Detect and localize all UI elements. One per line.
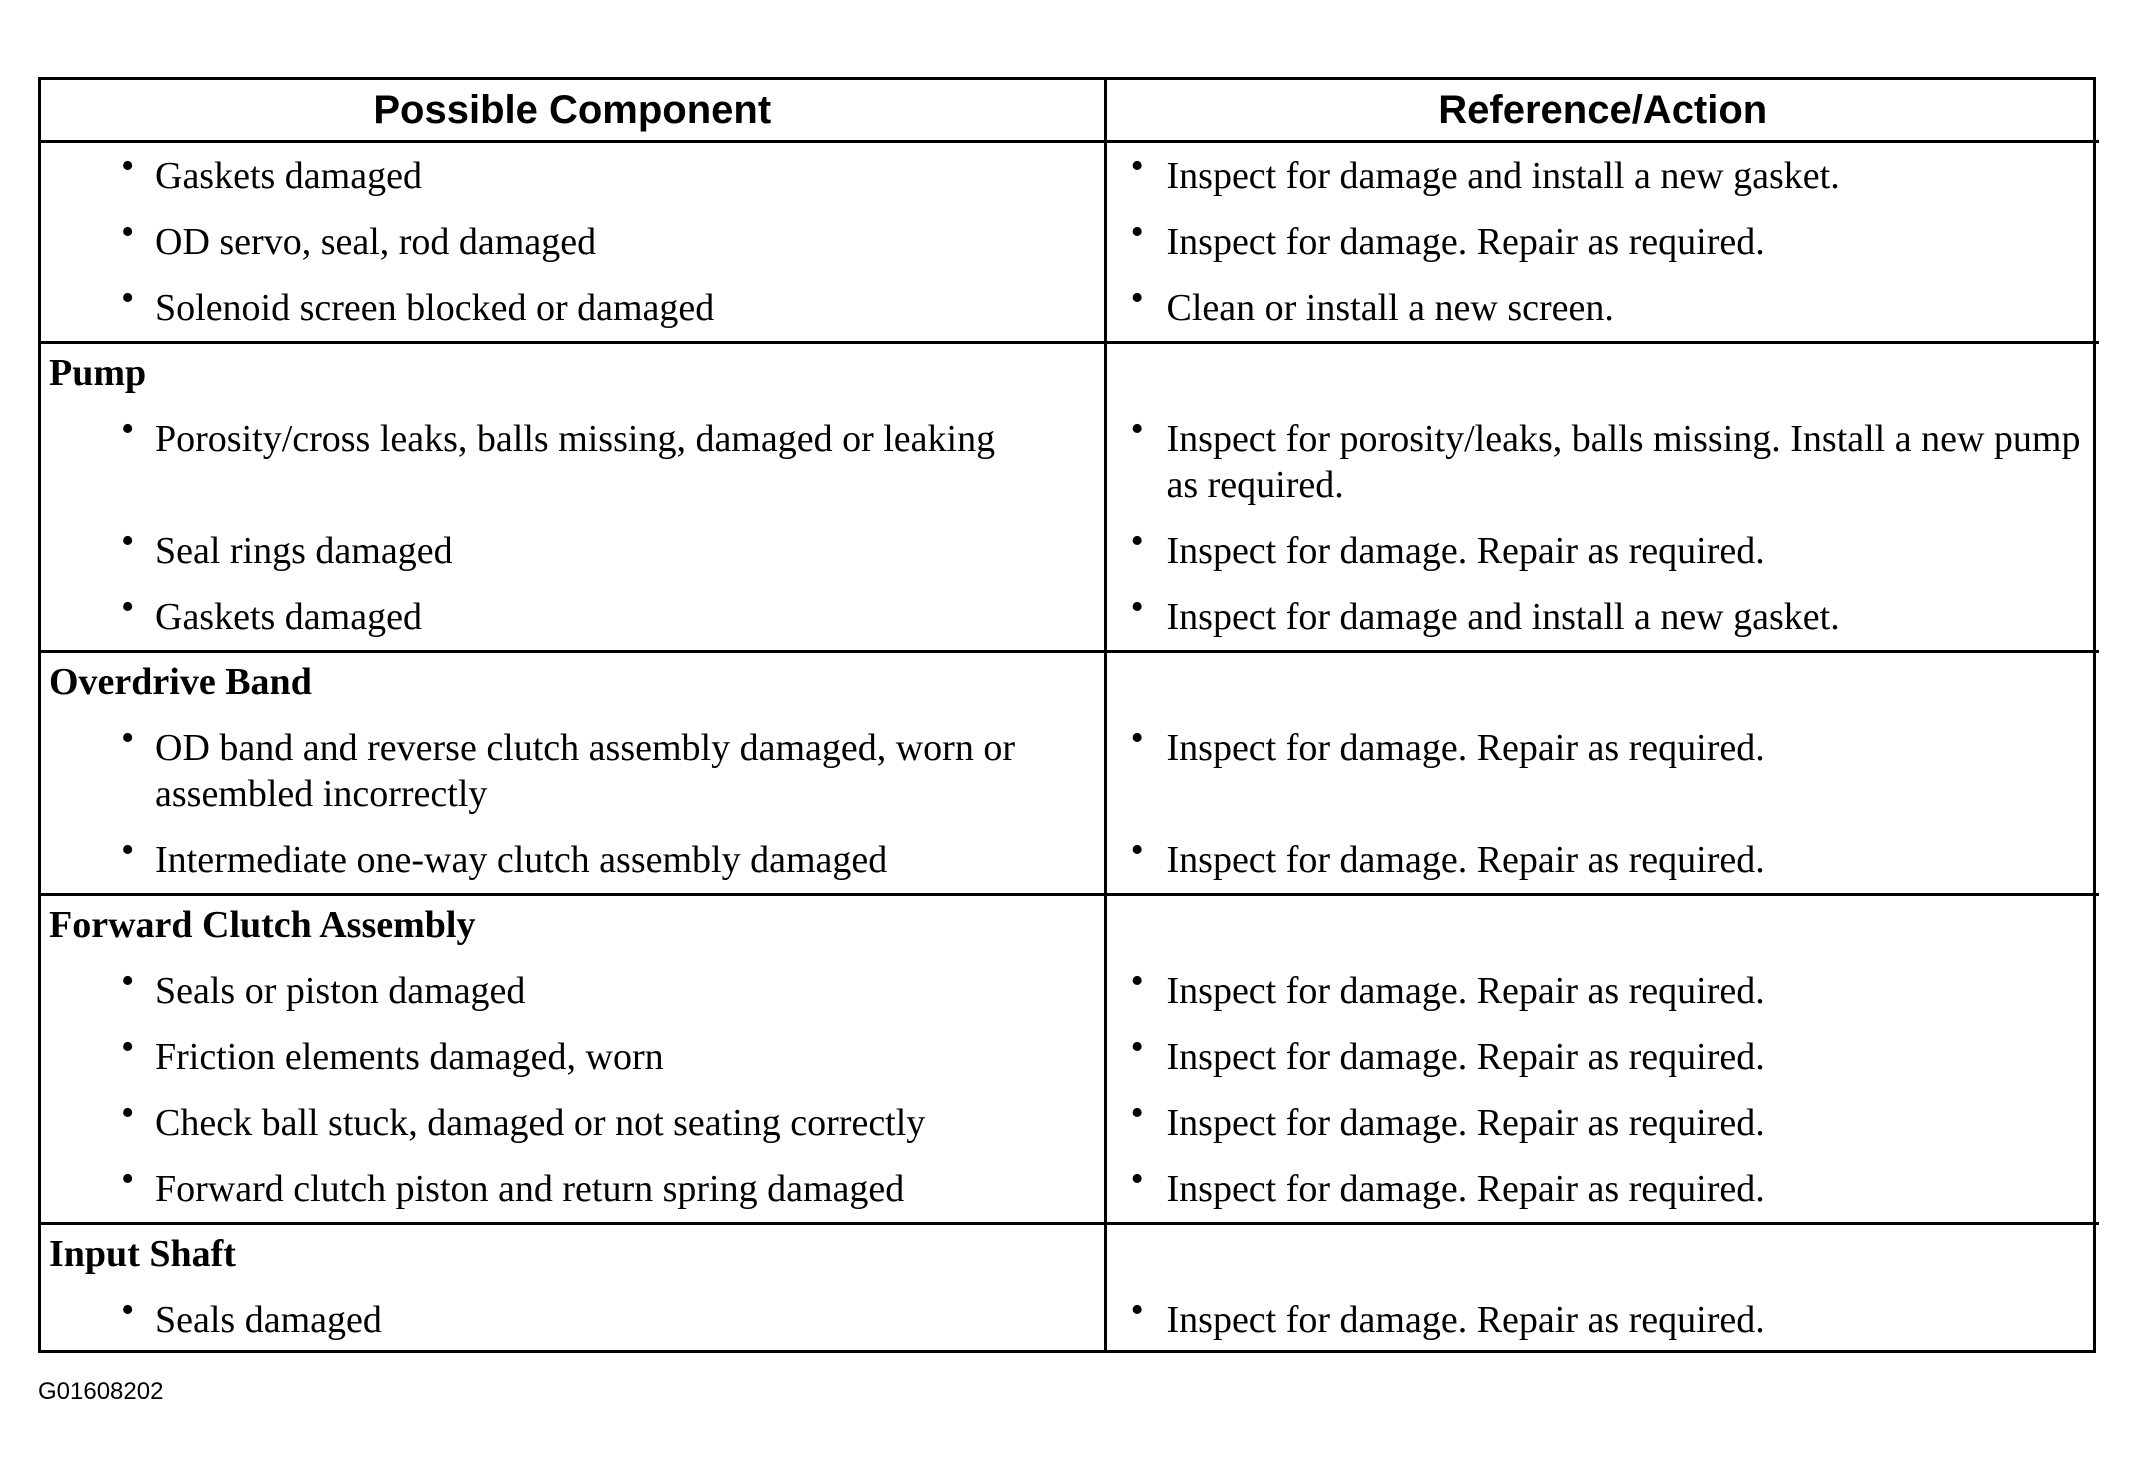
group-title-cell bbox=[41, 652, 1105, 716]
action-list bbox=[1107, 209, 2100, 275]
action-cell bbox=[1105, 958, 2099, 1024]
component-list bbox=[41, 1090, 1104, 1156]
group-title-empty-cell bbox=[1105, 343, 2099, 407]
action-item bbox=[1107, 1090, 2100, 1156]
component-item bbox=[41, 715, 1104, 827]
action-text: Inspect for damage. Repair as required. bbox=[1166, 727, 1765, 769]
bullet-icon: • bbox=[121, 277, 135, 319]
action-list bbox=[1107, 715, 2100, 781]
group-title-empty-cell bbox=[1105, 1224, 2099, 1288]
action-item bbox=[1107, 518, 2100, 584]
action-text: Inspect for porosity/leaks, balls missing. Install a new pump as required. bbox=[1166, 418, 2081, 506]
component-text: OD band and reverse clutch assembly damaged, worn or assembled incorrectly bbox=[155, 727, 1015, 815]
component-text: Gaskets damaged bbox=[155, 155, 422, 197]
action-text: Inspect for damage. Repair as required. bbox=[1166, 1299, 1765, 1341]
table-row bbox=[41, 209, 2099, 275]
action-list bbox=[1107, 958, 2100, 1024]
component-list bbox=[41, 209, 1104, 275]
action-list bbox=[1107, 584, 2100, 650]
component-cell bbox=[41, 518, 1105, 584]
group-title: Pump bbox=[49, 352, 147, 394]
group-title-row bbox=[41, 895, 2099, 959]
action-cell bbox=[1105, 275, 2099, 343]
action-item bbox=[1107, 143, 2100, 209]
component-cell bbox=[41, 1156, 1105, 1224]
bullet-icon: • bbox=[1130, 1289, 1144, 1331]
table-row bbox=[41, 958, 2099, 1024]
action-cell bbox=[1105, 1156, 2099, 1224]
action-item bbox=[1107, 827, 2100, 893]
bullet-icon: • bbox=[121, 520, 135, 562]
component-cell bbox=[41, 827, 1105, 895]
bullet-icon: • bbox=[1130, 1092, 1144, 1134]
table-row bbox=[41, 1156, 2099, 1224]
component-list bbox=[41, 827, 1104, 893]
table-row bbox=[41, 1287, 2099, 1353]
component-cell bbox=[41, 1024, 1105, 1090]
bullet-icon: • bbox=[1130, 960, 1144, 1002]
group-title-cell bbox=[41, 895, 1105, 959]
component-cell bbox=[41, 275, 1105, 343]
component-item bbox=[41, 827, 1104, 893]
component-list bbox=[41, 584, 1104, 650]
group-title-cell bbox=[41, 1224, 1105, 1288]
component-cell bbox=[41, 715, 1105, 827]
component-item bbox=[41, 143, 1104, 209]
component-list bbox=[41, 143, 1104, 209]
bullet-icon: • bbox=[121, 1158, 135, 1200]
bullet-icon: • bbox=[1130, 829, 1144, 871]
component-text: Seals damaged bbox=[155, 1299, 382, 1341]
action-text: Inspect for damage. Repair as required. bbox=[1166, 221, 1765, 263]
bullet-icon: • bbox=[1130, 211, 1144, 253]
group-title-cell bbox=[41, 343, 1105, 407]
component-cell bbox=[41, 209, 1105, 275]
action-text: Inspect for damage. Repair as required. bbox=[1166, 530, 1765, 572]
component-list bbox=[41, 1156, 1104, 1222]
action-item bbox=[1107, 584, 2100, 650]
component-list bbox=[41, 1024, 1104, 1090]
bullet-icon: • bbox=[121, 829, 135, 871]
component-text: Friction elements damaged, worn bbox=[155, 1036, 664, 1078]
component-item bbox=[41, 958, 1104, 1024]
action-list bbox=[1107, 275, 2100, 341]
action-text: Clean or install a new screen. bbox=[1166, 287, 1614, 329]
group-title: Overdrive Band bbox=[49, 661, 312, 703]
action-text: Inspect for damage. Repair as required. bbox=[1166, 970, 1765, 1012]
action-list bbox=[1107, 1090, 2100, 1156]
bullet-icon: • bbox=[121, 586, 135, 628]
bullet-icon: • bbox=[121, 1289, 135, 1331]
component-item bbox=[41, 1287, 1104, 1353]
component-text: Seal rings damaged bbox=[155, 530, 453, 572]
table-row bbox=[41, 584, 2099, 652]
action-text: Inspect for damage. Repair as required. bbox=[1166, 1102, 1765, 1144]
group-title: Input Shaft bbox=[49, 1233, 236, 1275]
action-list bbox=[1107, 518, 2100, 584]
bullet-icon: • bbox=[1130, 1158, 1144, 1200]
component-item bbox=[41, 275, 1104, 341]
component-cell bbox=[41, 142, 1105, 210]
table-row bbox=[41, 142, 2099, 210]
component-cell bbox=[41, 958, 1105, 1024]
group-title-empty-cell bbox=[1105, 895, 2099, 959]
table-row bbox=[41, 518, 2099, 584]
bullet-icon: • bbox=[121, 408, 135, 450]
action-list bbox=[1107, 1024, 2100, 1090]
component-item bbox=[41, 209, 1104, 275]
action-list bbox=[1107, 143, 2100, 209]
component-item bbox=[41, 1156, 1104, 1222]
table-row bbox=[41, 406, 2099, 518]
action-text: Inspect for damage. Repair as required. bbox=[1166, 1036, 1765, 1078]
bullet-icon: • bbox=[1130, 586, 1144, 628]
bullet-icon: • bbox=[121, 960, 135, 1002]
component-text: Porosity/cross leaks, balls missing, damaged or leaking bbox=[155, 418, 996, 460]
component-text: Check ball stuck, damaged or not seating correctly bbox=[155, 1102, 926, 1144]
component-cell bbox=[41, 1090, 1105, 1156]
component-text: Forward clutch piston and return spring damaged bbox=[155, 1168, 905, 1210]
action-cell bbox=[1105, 518, 2099, 584]
table-body bbox=[41, 142, 2099, 1354]
diagnosis-table bbox=[41, 80, 2099, 1353]
action-item bbox=[1107, 406, 2100, 518]
action-cell bbox=[1105, 406, 2099, 518]
bullet-icon: • bbox=[1130, 717, 1144, 759]
action-text: Inspect for damage. Repair as required. bbox=[1166, 839, 1765, 881]
bullet-icon: • bbox=[1130, 277, 1144, 319]
action-cell bbox=[1105, 142, 2099, 210]
table-row bbox=[41, 827, 2099, 895]
action-item bbox=[1107, 275, 2100, 341]
component-list bbox=[41, 518, 1104, 584]
action-item bbox=[1107, 209, 2100, 275]
component-text: Gaskets damaged bbox=[155, 596, 422, 638]
component-item bbox=[41, 518, 1104, 584]
table-row bbox=[41, 1024, 2099, 1090]
component-text: OD servo, seal, rod damaged bbox=[155, 221, 597, 263]
component-list bbox=[41, 406, 1104, 472]
action-list bbox=[1107, 1287, 2100, 1353]
action-item bbox=[1107, 958, 2100, 1024]
action-list bbox=[1107, 406, 2100, 518]
action-list bbox=[1107, 827, 2100, 893]
component-list bbox=[41, 715, 1104, 827]
component-item bbox=[41, 1024, 1104, 1090]
bullet-icon: • bbox=[1130, 408, 1144, 450]
table-row bbox=[41, 1090, 2099, 1156]
component-cell bbox=[41, 584, 1105, 652]
action-list bbox=[1107, 1156, 2100, 1222]
component-text: Seals or piston damaged bbox=[155, 970, 526, 1012]
component-item bbox=[41, 1090, 1104, 1156]
bullet-icon: • bbox=[121, 717, 135, 759]
action-text: Inspect for damage and install a new gasket. bbox=[1166, 596, 1840, 638]
table-header-row bbox=[41, 80, 2099, 142]
bullet-icon: • bbox=[121, 145, 135, 187]
component-list bbox=[41, 1287, 1104, 1353]
header-possible-component: Possible Component bbox=[41, 80, 1105, 142]
figure-id: G01608202 bbox=[38, 1378, 164, 1405]
group-title-row bbox=[41, 652, 2099, 716]
action-item bbox=[1107, 1024, 2100, 1090]
action-cell bbox=[1105, 715, 2099, 827]
group-title-row bbox=[41, 343, 2099, 407]
group-title-row bbox=[41, 1224, 2099, 1288]
action-cell bbox=[1105, 1024, 2099, 1090]
action-cell bbox=[1105, 1287, 2099, 1353]
bullet-icon: • bbox=[1130, 1026, 1144, 1068]
component-text: Intermediate one-way clutch assembly damaged bbox=[155, 839, 888, 881]
action-cell bbox=[1105, 827, 2099, 895]
action-text: Inspect for damage. Repair as required. bbox=[1166, 1168, 1765, 1210]
component-list bbox=[41, 275, 1104, 341]
group-title-empty-cell bbox=[1105, 652, 2099, 716]
component-cell bbox=[41, 1287, 1105, 1353]
action-text: Inspect for damage and install a new gasket. bbox=[1166, 155, 1840, 197]
bullet-icon: • bbox=[121, 1092, 135, 1134]
action-cell bbox=[1105, 1090, 2099, 1156]
action-item bbox=[1107, 715, 2100, 781]
bullet-icon: • bbox=[1130, 145, 1144, 187]
action-item bbox=[1107, 1156, 2100, 1222]
action-cell bbox=[1105, 209, 2099, 275]
diagnosis-table-frame bbox=[38, 77, 2096, 1353]
component-item bbox=[41, 406, 1104, 472]
bullet-icon: • bbox=[121, 1026, 135, 1068]
component-cell bbox=[41, 406, 1105, 518]
bullet-icon: • bbox=[1130, 520, 1144, 562]
action-cell bbox=[1105, 584, 2099, 652]
header-reference-action: Reference/Action bbox=[1105, 80, 2099, 142]
bullet-icon: • bbox=[121, 211, 135, 253]
component-item bbox=[41, 584, 1104, 650]
table-row bbox=[41, 715, 2099, 827]
group-title: Forward Clutch Assembly bbox=[49, 904, 476, 946]
action-item bbox=[1107, 1287, 2100, 1353]
component-list bbox=[41, 958, 1104, 1024]
component-text: Solenoid screen blocked or damaged bbox=[155, 287, 715, 329]
table-row bbox=[41, 275, 2099, 343]
